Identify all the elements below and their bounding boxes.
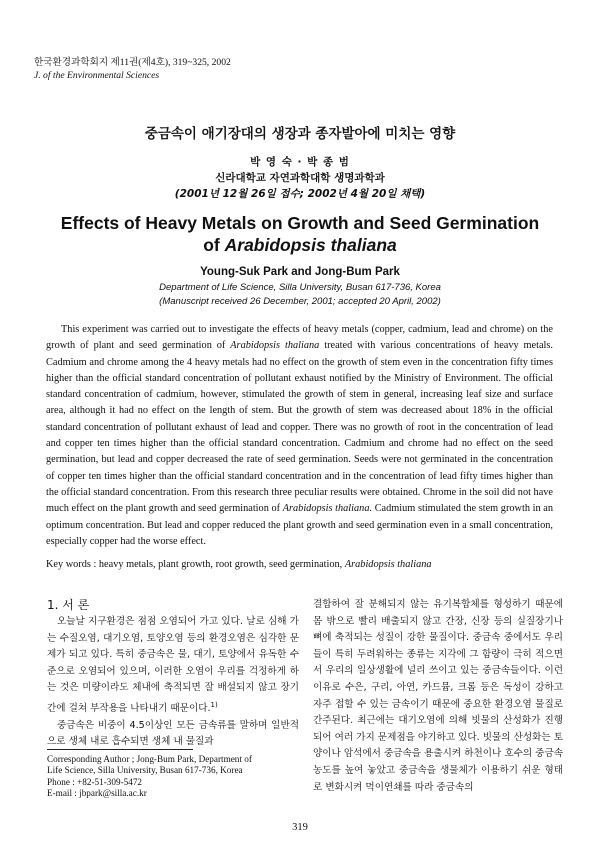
intro-paragraph-2: 중금속은 비중이 4.5이상인 모든 금속류를 말하며 일반적으로 생체 내로 흡수되면 생체 내 물질과: [47, 719, 299, 748]
corresponding-author-footnote: [47, 754, 299, 799]
right-column: [313, 597, 563, 796]
footnote-phone: Phone : +82-51-309-5472: [47, 776, 143, 787]
intro-paragraph-1: [47, 614, 299, 718]
footnote-email: E-mail : jbpark@silla.ac.kr: [47, 787, 147, 798]
english-title: [30, 212, 570, 256]
abstract-species-2: Arabidopsis thaliana.: [282, 503, 373, 515]
footnote-divider: [47, 749, 193, 750]
abstract-text-2: treated with various concentrations of heavy metals. Cadmium and chrome among the 4 heavy metals had no effect on the growth of stem even in the concentration fifty times higher than the official standard concentration of pollutant exhaust notified by the Ministry of Environment. The official standard concentration of cadmium, however, stimulated the growth of stem in general, increasing leaf size and surface area, although it had no effect on the length of stem. But the growth of stem was decreased about 18% in the official standard concentration of pollutant exhaust of lead and copper. There was no growth of root in the concentration of lead and copper ten times higher than the official standard concentration. Cadmium and chrome had no effect on the seed germination, but lead and copper decreased the rate of seed germination. Seeds were not germinated in the concentration of copper ten times higher than the official standard concentration and in the concentration of lead fifty times higher than the official standard concentration. From this research three peculiar results were obtained. Chrome in the soil did not have much effect on the plant growth and seed germination of: [46, 340, 554, 515]
keywords: [46, 559, 432, 570]
section-heading-introduction: 1. 서 론: [47, 598, 90, 612]
intro-paragraph-continued: 결합하여 잘 분해되지 않는 유기복합체를 형성하기 때문에 몸 밖으로 빨리 배출되지 않고 간장, 신장 등의 실질장기나 뼈에 축적되는 성질이 강한 물질이다. 중금속 중에서도 우리들이 특히 두려워하는 종류는 지각에 그 함량이 극히 적으면서 우리의 일상생활에 널리 쓰이고 있는 중금속들이다. 이런 이유로 수은, 구리, 아연, 카드뮴, 크롬 등은 독성이 강하고 자주 접할 수 있는 금속이기 때문에 중요한 환경오염 물질로 간주된다. 최근에는 대기오염에 의해 빗물의 산성화가 진행되어 여러 가지 문제점을 야기하고 있다. 빗물의 산성화는 토양이나 암석에서 중금속을 용출시켜 하천이나 호수의 중금속 농도를 높여 놓았고 중금속을 생물체가 이용하기 쉬운 형태로 변화시켜 먹이연쇄를 따라 중금속의: [313, 599, 563, 793]
journal-name-english: J. of the Environmental Sciences: [34, 70, 160, 81]
journal-citation-korean: 한국환경과학회지 제11권(제4호), 319~325, 2002: [34, 57, 231, 68]
english-title-prefix: of: [203, 235, 225, 255]
english-title-line2: [30, 234, 570, 256]
keywords-text: Key words : heavy metals, plant growth, root growth, seed germination,: [46, 559, 345, 570]
page-number: 319: [292, 822, 308, 833]
korean-authors: 박 영 숙 · 박 종 범: [250, 156, 350, 168]
keywords-species: Arabidopsis thaliana: [344, 559, 432, 570]
footnote-line-2: Life Science, Silla University, Busan 617-736, Korea: [47, 765, 243, 776]
abstract-text-1: This experiment was carried out to investigate the effects of heavy metals (copper, cadmium, lead and chrome) on the growth of plant and seed germination of: [46, 324, 553, 352]
english-department: Department of Life Science, Silla University, Busan 617-736, Korea: [159, 282, 441, 293]
abstract-text-3: Cadmium stimulated the stem growth in an optimum concentration. But lead and copper reduced the plant growth and seed germination even in a small concentration, especially copper had the worse effect.: [46, 503, 554, 547]
english-received-date: (Manuscript received 26 December, 2001; accepted 20 April, 2002): [159, 296, 441, 307]
english-title-species: Arabidopsis thaliana: [224, 235, 397, 255]
english-authors: Young-Suk Park and Jong-Bum Park: [200, 266, 400, 278]
korean-title: 중금속이 애기장대의 생장과 종자발아에 미치는 영향: [144, 126, 456, 142]
left-column: [47, 597, 299, 751]
journal-header: [34, 56, 231, 82]
intro-paragraph-1-text: 오늘날 지구환경은 점점 오염되어 가고 있다. 날로 심해 가는 수질오염, 대기오염, 토양오염 등의 환경오염은 심각한 문제가 되고 있다. 특히 중금속은 물, 대기, 토양에서 유독한 수준으로 오염되어 있으며, 이러한 오염이 우리를 걱정하게 하는 것은 미량이라도 체내에 축적되면 잘 배설되지 않고 장기간에 걸쳐 부작용을 나타내기 때문이다.: [47, 616, 299, 715]
abstract: [46, 322, 553, 550]
footnote-reference: 1): [210, 700, 218, 709]
korean-received-date: (2001년 12월 26일 접수; 2002년 4월 20일 채택): [174, 188, 426, 200]
abstract-species-1: Arabidopsis thaliana: [230, 340, 320, 352]
english-title-line1: Effects of Heavy Metals on Growth and Seed Germination: [60, 213, 540, 233]
korean-affiliation: 신라대학교 자연과학대학 생명과학과: [215, 172, 385, 184]
footnote-line-1: Corresponding Author ; Jong-Bum Park, Department of: [47, 754, 252, 764]
